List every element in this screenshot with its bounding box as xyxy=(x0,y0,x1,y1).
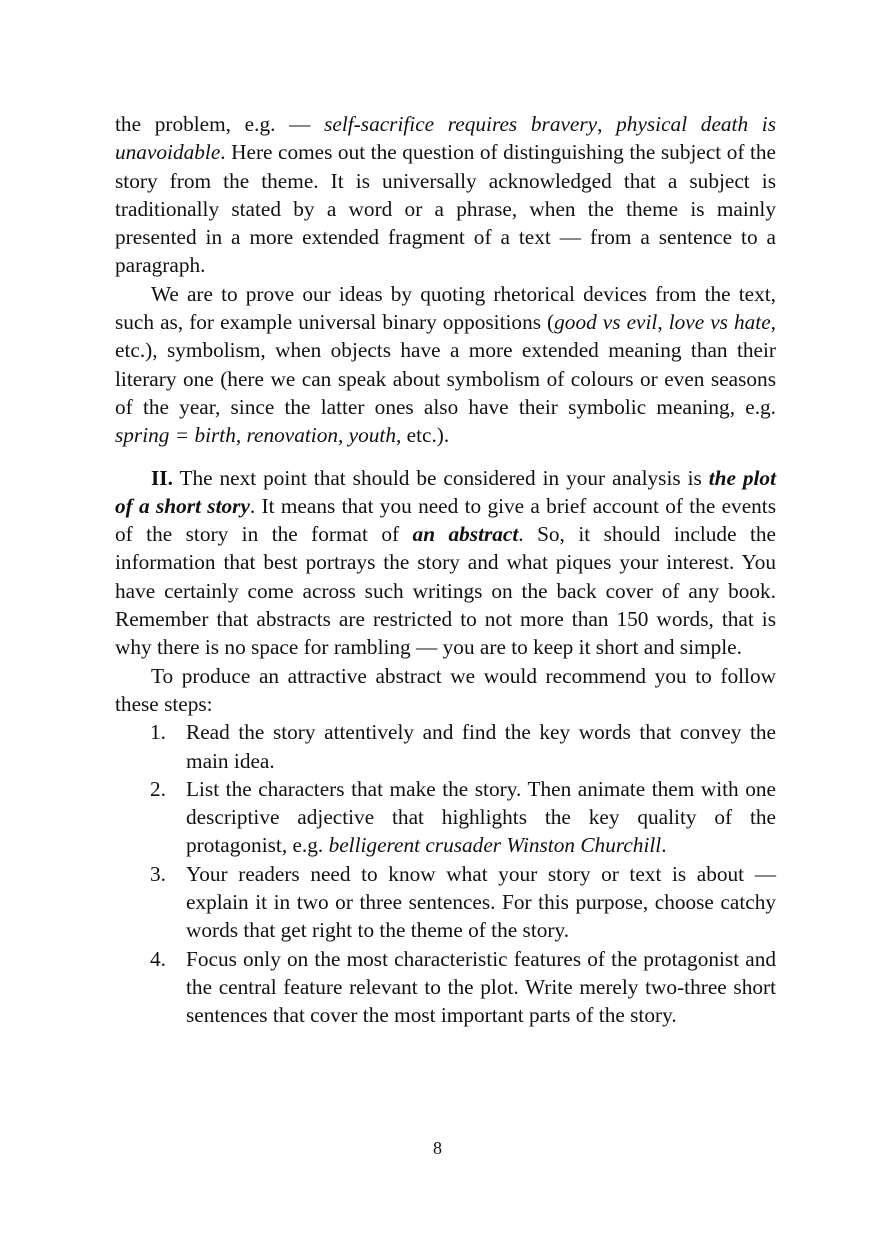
list-item xyxy=(150,718,776,775)
text-run: . It means that you need to give a brief account of the events of the story in the format of xyxy=(115,493,776,547)
bold-italic-run: an abstract xyxy=(412,522,519,547)
list-text: Focus only on the most characteristic features of the protagonist and the central feature relevant to the plot. Write merely two-three short sentences that cover the most important parts of the story. xyxy=(186,946,776,1028)
list-text: Your readers need to know what your story or text is about — explain it in two or three sentences. For this purpose, choose catchy words that get right to the theme of the story. xyxy=(186,861,776,943)
text-run: . So, it should include the information that best portrays the story and what piques your interest. You have certainly come across such writings on the back cover of any book. Remember that abstracts are restricted to not more than 150 words, that is why there is no space for rambling — you are to keep it short and simple. xyxy=(115,522,776,660)
bold-italic-run: the plot of a short story xyxy=(115,465,776,518)
text-run: The next point that should be considered in your analysis is xyxy=(172,465,709,490)
list-number: 4. xyxy=(150,946,166,971)
text-run: . Here comes out the question of distinguishing the subject of the story from the theme. It is universally acknowledged that a subject is traditionally stated by a word or a phrase, when the theme is mainly presented in a more extended fragment of a text — from a sentence to a paragraph. xyxy=(115,140,776,278)
paragraph-plot xyxy=(115,464,776,662)
list-number: 3. xyxy=(150,861,166,886)
paragraph-rhetorical-devices xyxy=(115,280,776,450)
list-item xyxy=(150,945,776,1030)
text-run: , xyxy=(657,310,669,335)
text-run: To produce an attractive abstract we would recommend you to follow these steps: xyxy=(115,663,776,716)
italic-run: self-sacrifice requires bravery xyxy=(324,112,598,136)
italic-run: belligerent crusader Winston Churchill xyxy=(328,833,662,858)
list-number: 2. xyxy=(150,776,166,801)
list-text: List the characters that make the story. Then animate them with one descriptive adjective that highlights the key quality of the protagonist, e.g. xyxy=(186,776,776,858)
text-run: the problem, e.g. — xyxy=(115,112,325,136)
text-run: . xyxy=(661,833,667,858)
italic-run: love vs hate xyxy=(668,310,771,335)
list-item xyxy=(150,775,776,860)
text-run: etc.). xyxy=(401,423,450,448)
italic-run: good vs evil xyxy=(554,310,658,335)
paragraph-steps-intro xyxy=(115,662,776,719)
section-number: II. xyxy=(151,465,173,490)
text-run: , xyxy=(597,112,617,136)
text-run: We are to prove our ideas by quoting rhetorical devices from the text, such as, for example universal binary oppositions ( xyxy=(115,281,776,335)
list-item xyxy=(150,860,776,945)
italic-run: spring = birth, renovation, youth, xyxy=(115,423,402,448)
list-text: Read the story attentively and find the key words that convey the main idea. xyxy=(186,720,776,773)
list-number: 1. xyxy=(150,720,166,745)
page-number: 8 xyxy=(433,1138,442,1158)
body-text xyxy=(115,110,776,1030)
italic-run: physical death is unavoidable xyxy=(115,112,777,165)
text-run: , etc.), symbolism, when objects have a more extended meaning than their literary one (here we can speak about symbolism of colours or even seasons of the year, since the latter ones also have their symbolic meaning, e.g. xyxy=(115,310,776,419)
paragraph-theme xyxy=(115,110,776,280)
steps-list xyxy=(115,718,776,1029)
